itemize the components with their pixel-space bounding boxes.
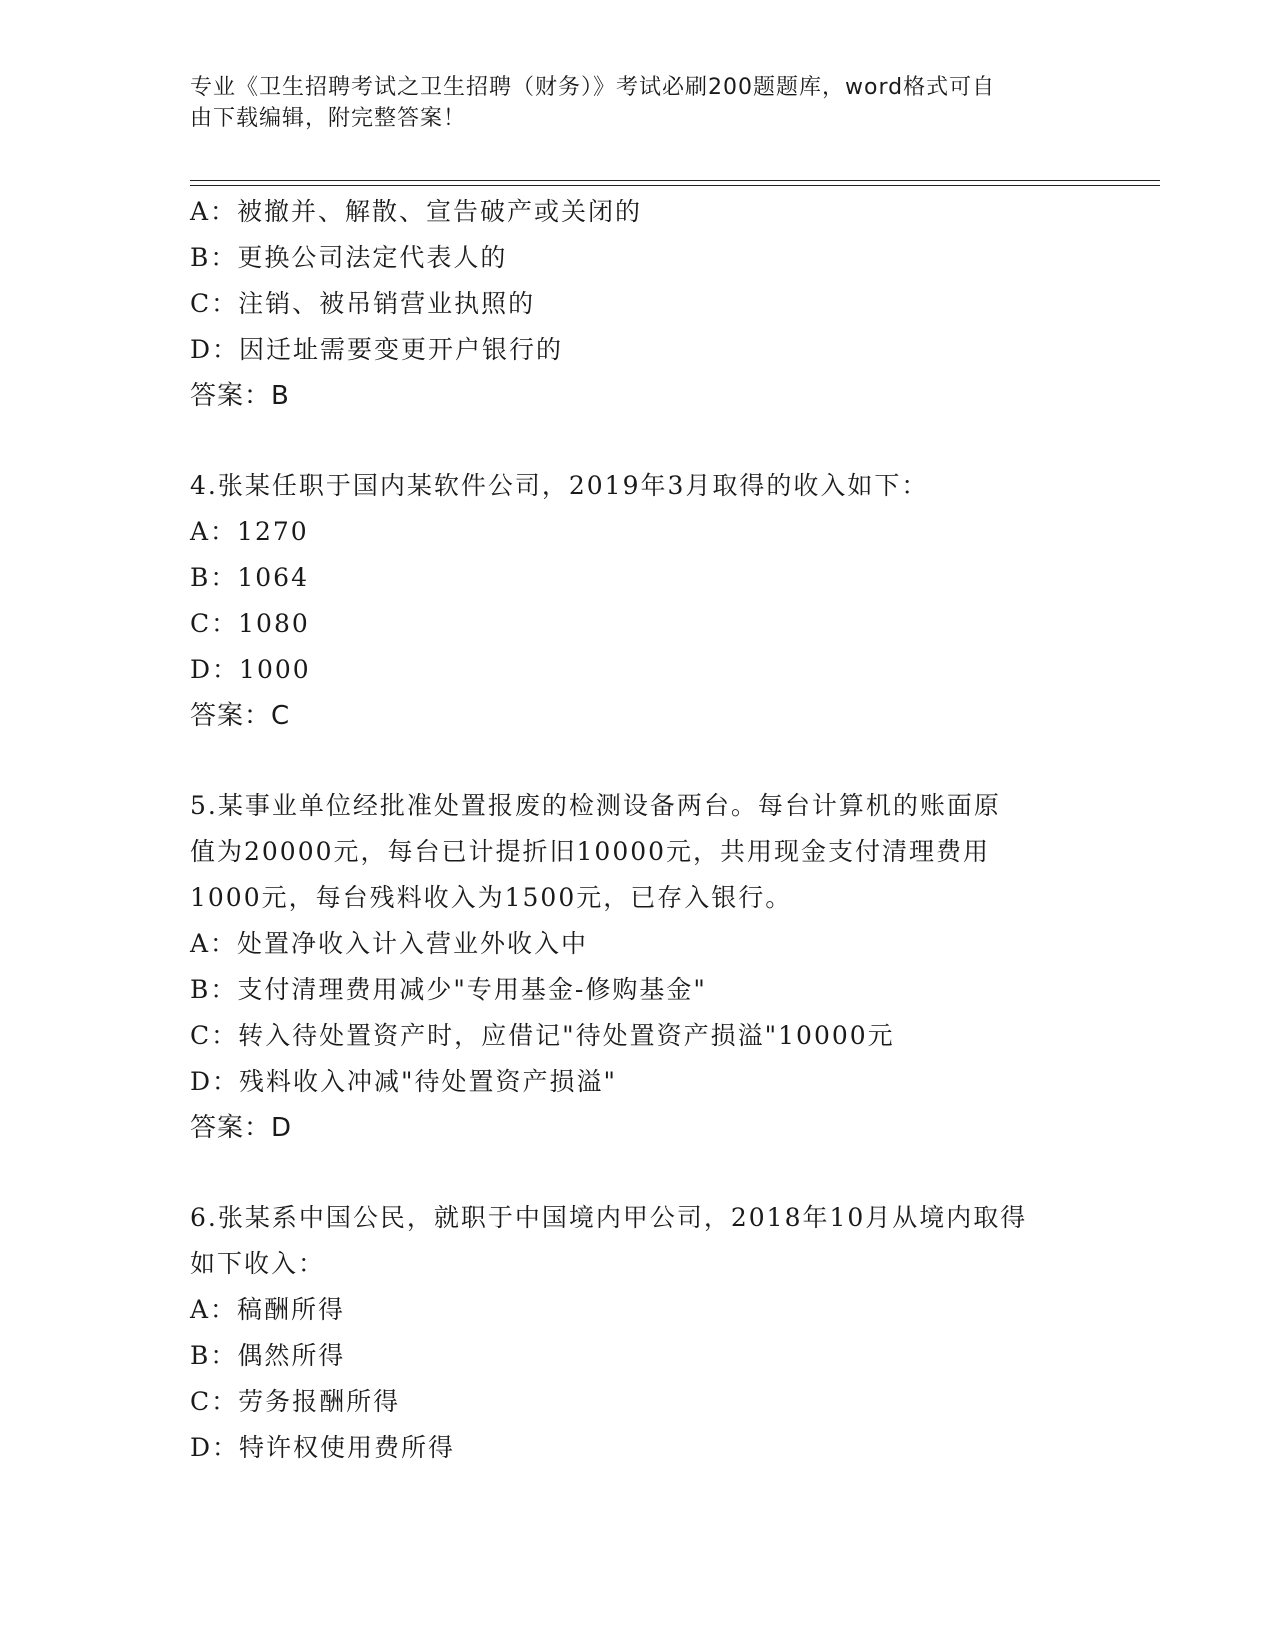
header-divider-bottom: [190, 185, 1160, 186]
header-divider-top: [190, 180, 1160, 181]
option-b: B：1064: [190, 563, 309, 592]
option-c: C：转入待处置资产时，应借记"待处置资产损溢"10000元: [190, 1021, 895, 1050]
option-c: C：1080: [190, 609, 310, 638]
question-3: [190, 189, 1090, 419]
header-line-2: 由下载编辑，附完整答案！: [190, 106, 467, 131]
question-stem: 6.张某系中国公民，就职于中国境内甲公司，2018年10月从境内取得: [190, 1203, 1028, 1232]
option-d: D：残料收入冲减"待处置资产损溢": [190, 1067, 618, 1096]
question-stem: 值为20000元，每台已计提折旧10000元，共用现金支付清理费用: [190, 837, 991, 866]
question-6: [190, 1195, 1090, 1471]
option-b: B：偶然所得: [190, 1341, 346, 1370]
option-a: A：被撤并、解散、宣告破产或关闭的: [190, 197, 643, 226]
answer-line: 答案：C: [190, 701, 291, 731]
option-c: C：注销、被吊销营业执照的: [190, 289, 536, 318]
option-b: B：支付清理费用减少"专用基金-修购基金": [190, 975, 707, 1004]
question-stem: 5.某事业单位经批准处置报废的检测设备两台。每台计算机的账面原: [190, 791, 1001, 820]
option-b: B：更换公司法定代表人的: [190, 243, 508, 272]
answer-line: 答案：D: [190, 1113, 293, 1143]
option-d: D：特许权使用费所得: [190, 1433, 456, 1462]
question-list: [190, 189, 1090, 1471]
question-5: [190, 783, 1090, 1151]
option-a: A：稿酬所得: [190, 1295, 346, 1324]
option-d: D：因迁址需要变更开户银行的: [190, 335, 564, 364]
option-c: C：劳务报酬所得: [190, 1387, 401, 1416]
answer-line: 答案：B: [190, 381, 290, 411]
header-line-1: 专业《卫生招聘考试之卫生招聘（财务）》考试必刷200题题库，word格式可自: [190, 75, 996, 100]
document-header: [190, 72, 1070, 134]
question-4: [190, 463, 1090, 739]
option-a: A：1270: [190, 517, 309, 546]
question-stem: 1000元，每台残料收入为1500元，已存入银行。: [190, 883, 793, 912]
question-stem: 4.张某任职于国内某软件公司，2019年3月取得的收入如下：: [190, 471, 929, 500]
question-stem: 如下收入：: [190, 1249, 326, 1278]
option-a: A：处置净收入计入营业外收入中: [190, 929, 589, 958]
option-d: D：1000: [190, 655, 311, 684]
